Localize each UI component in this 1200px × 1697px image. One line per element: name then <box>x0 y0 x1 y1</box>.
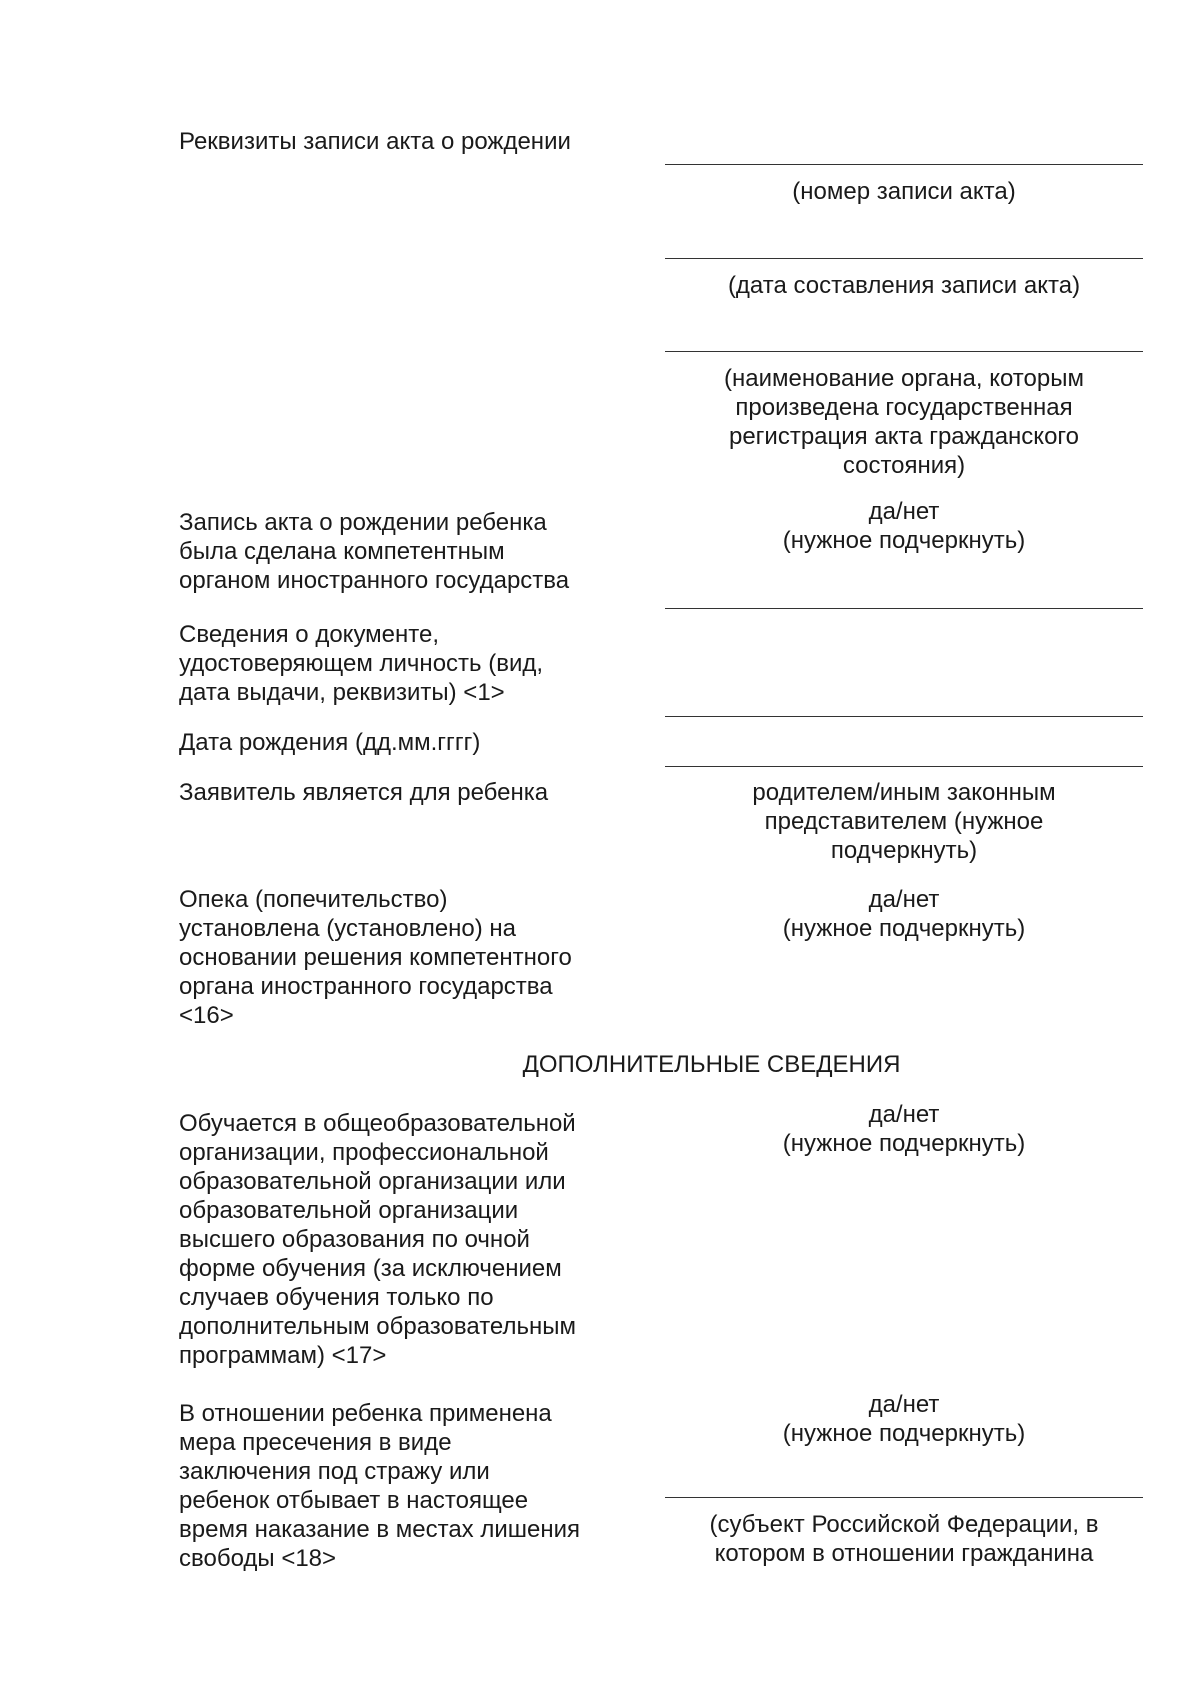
region-caption: (субъект Российской Федерации, в котором в отношении гражданина <box>709 1511 1099 1567</box>
region-line[interactable] <box>665 1497 1143 1498</box>
birth-date-line[interactable] <box>665 766 1143 767</box>
identity-document-label: Сведения о документе, удостоверяющем личность (вид, дата выдачи, реквизиты) <1> <box>179 621 544 706</box>
guardianship-label: Опека (попечительство) установлена (установлено) на основании решения компетентного органа иностранного государства <16> <box>179 886 572 1029</box>
custody-measure-answer[interactable]: да/нет (нужное подчеркнуть) <box>782 1391 1026 1447</box>
registry-body-line[interactable] <box>665 351 1143 352</box>
record-date-caption: (дата составления записи акта) <box>727 272 1081 299</box>
education-answer[interactable]: да/нет (нужное подчеркнуть) <box>782 1101 1026 1157</box>
foreign-record-label: Запись акта о рождении ребенка была сделана компетентным органом иностранного государства <box>179 509 570 594</box>
record-date-line[interactable] <box>665 258 1143 259</box>
birth-date-label: Дата рождения (дд.мм.гггг) <box>179 729 481 756</box>
guardianship-answer[interactable]: да/нет (нужное подчеркнуть) <box>782 886 1026 942</box>
applicant-relation-label: Заявитель является для ребенка <box>179 779 549 806</box>
birth-record-label: Реквизиты записи акта о рождении <box>179 128 571 155</box>
applicant-relation-answer[interactable]: родителем/иным законным представителем (нужное подчеркнуть) <box>752 779 1056 864</box>
record-number-line[interactable] <box>665 164 1143 165</box>
foreign-record-answer[interactable]: да/нет (нужное подчеркнуть) <box>782 498 1026 554</box>
registry-body-caption: (наименование органа, которым произведена государственная регистрация акта гражданского состояния) <box>724 365 1084 479</box>
identity-document-line[interactable] <box>665 716 1143 717</box>
custody-measure-label: В отношении ребенка применена мера пресечения в виде заключения под стражу или ребенок отбывает в настоящее время наказание в местах лишения свободы <18> <box>179 1400 581 1572</box>
record-number-caption: (номер записи акта) <box>792 178 1016 205</box>
additional-section-title: ДОПОЛНИТЕЛЬНЫЕ СВЕДЕНИЯ <box>522 1051 901 1078</box>
education-label: Обучается в общеобразовательной организации, профессиональной образовательной организации или образовательной организации высшего образования по очной форме обучения (за исключением случаев обучения только по дополнительным образовательным программам) <17> <box>179 1110 576 1369</box>
foreign-record-line <box>665 608 1143 609</box>
